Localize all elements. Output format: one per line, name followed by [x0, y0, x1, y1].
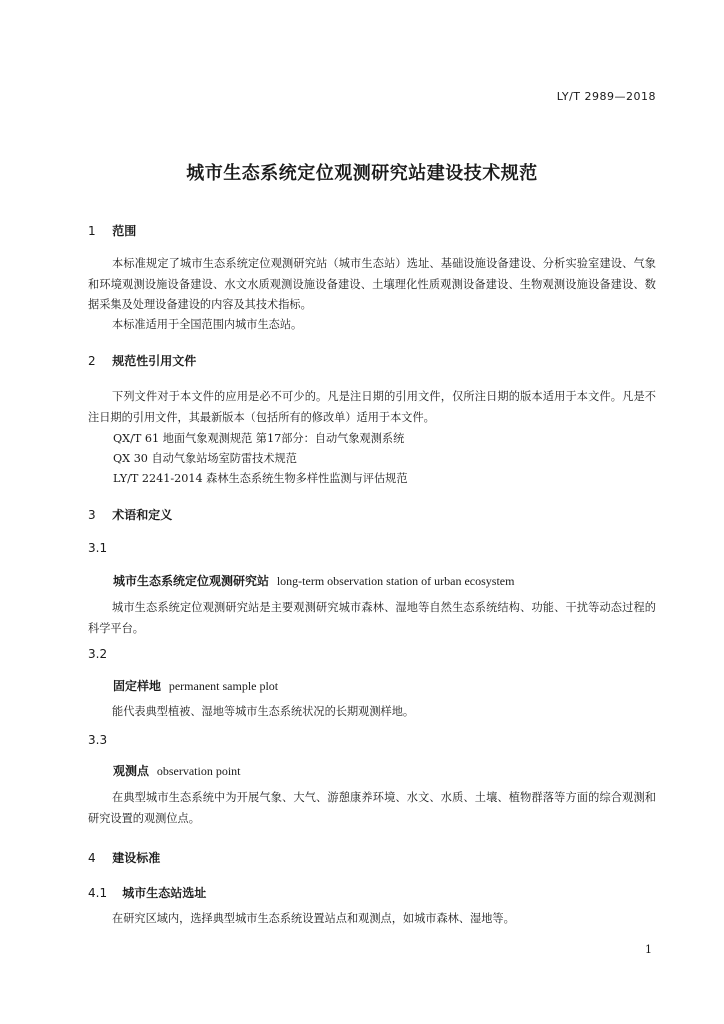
refs-paragraph: 下列文件对于本文件的应用是必不可少的。凡是注日期的引用文件，仅所注日期的版本适用于本文件。凡是不注日期的引用文件，其最新版本（包括所有的修改单）适用于本文件。	[88, 390, 656, 424]
term-definition: 在典型城市生态系统中为开展气象、大气、游憩康养环境、水文、水质、土壤、植物群落等方面的综合观测和研究设置的观测位点。	[88, 791, 656, 825]
section-2-heading	[88, 352, 196, 369]
term-english: permanent sample plot	[168, 679, 279, 693]
section-4-heading	[88, 849, 160, 866]
scope-applicability: 本标准适用于全国范围内城市生态站。	[112, 318, 303, 331]
subsection-number: 4.1	[88, 886, 108, 900]
section-number: 2	[88, 354, 96, 368]
section-number: 4	[88, 851, 96, 865]
reference-item: LY/T 2241-2014 森林生态系统生物多样性监测与评估规范	[113, 472, 408, 485]
section-number: 3	[88, 508, 96, 522]
standard-code: LY/T 2989—2018	[556, 90, 656, 103]
term-entry	[113, 677, 278, 694]
section-title: 规范性引用文件	[112, 354, 197, 368]
term-chinese: 观测点	[113, 764, 150, 778]
subsection-4-1-heading	[88, 884, 206, 901]
term-english: observation point	[156, 764, 241, 778]
term-chinese: 固定样地	[113, 679, 162, 693]
section-title: 术语和定义	[112, 508, 173, 522]
term-definition: 能代表典型植被、湿地等城市生态系统状况的长期观测样地。	[112, 705, 415, 718]
term-chinese: 城市生态系统定位观测研究站	[113, 574, 270, 588]
reference-item: QX/T 61 地面气象观测规范 第17部分：自动气象观测系统	[113, 432, 405, 445]
term-english: long-term observation station of urban ecosystem	[276, 574, 515, 588]
section-3-heading	[88, 506, 172, 523]
term-entry	[113, 762, 241, 779]
document-title: 城市生态系统定位观测研究站建设技术规范	[186, 163, 538, 184]
page-number: 1	[645, 943, 652, 956]
section-1-heading	[88, 222, 136, 239]
scope-paragraph: 本标准规定了城市生态系统定位观测研究站（城市生态站）选址、基础设施设备建设、分析实验室建设、气象和环境观测设施设备建设、水文水质观测设施设备建设、土壤理化性质观测设备建设、生物观测设施设备建设、数据采集及处理设备建设的内容及其技术指标。	[88, 257, 656, 311]
section-number: 1	[88, 224, 96, 238]
reference-item: QX 30 自动气象站场室防雷技术规范	[113, 452, 297, 465]
term-number: 3.1	[88, 541, 108, 555]
term-number: 3.2	[88, 647, 108, 661]
section-title: 建设标准	[112, 851, 161, 865]
term-number: 3.3	[88, 733, 108, 747]
site-selection-paragraph: 在研究区域内，选择典型城市生态系统设置站点和观测点，如城市森林、湿地等。	[112, 912, 515, 925]
subsection-title: 城市生态站选址	[122, 886, 207, 900]
term-entry	[113, 572, 514, 589]
term-definition: 城市生态系统定位观测研究站是主要观测研究城市森林、湿地等自然生态系统结构、功能、干扰等动态过程的科学平台。	[88, 601, 656, 635]
section-title: 范围	[112, 224, 137, 238]
